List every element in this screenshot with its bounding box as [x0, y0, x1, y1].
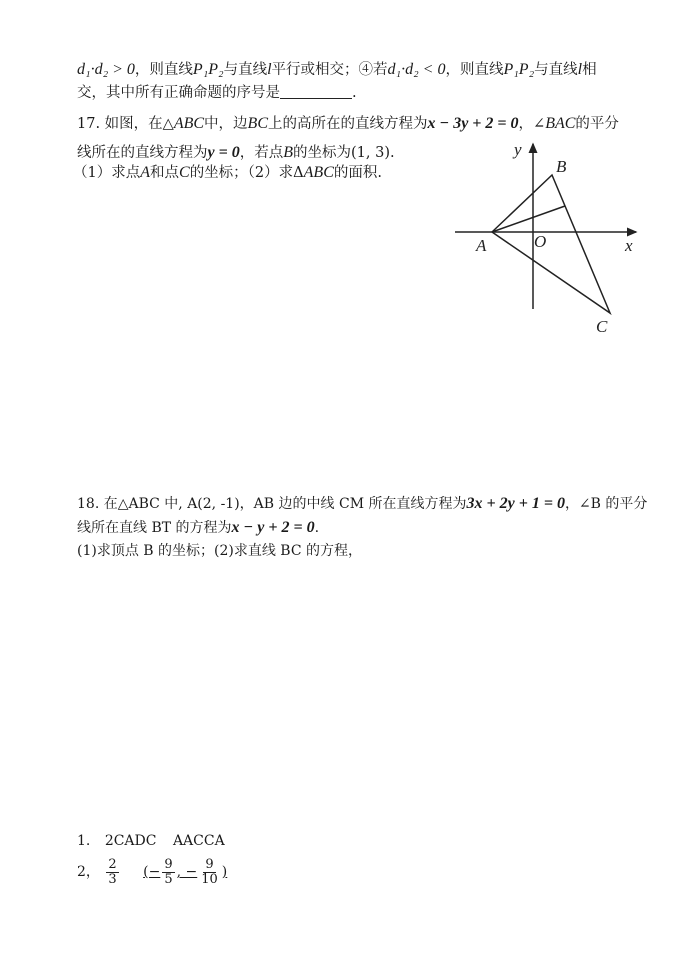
text: 的坐标为(1, 3). — [293, 145, 395, 161]
side-bc: BC — [247, 115, 268, 132]
text: 与直线 — [534, 62, 578, 78]
line-l: l — [577, 61, 583, 78]
text: 17. 如图，在△ — [77, 116, 174, 132]
numerator: 9 — [164, 856, 173, 872]
q18-line-3 — [77, 541, 362, 561]
text: 中，边 — [204, 116, 248, 132]
triangle-abc: ABC — [303, 164, 334, 181]
condition-negative: d₁·d₂ < 0 — [387, 61, 446, 78]
label-y: y — [514, 140, 522, 159]
text: ) — [221, 864, 228, 880]
text: 线所在的直线方程为 — [77, 145, 208, 161]
q18-line-2 — [77, 518, 319, 538]
fraction-9-5 — [162, 858, 174, 887]
answer-row-1 — [77, 831, 225, 851]
q17-line-1 — [77, 114, 619, 134]
triangle-abc: ABC — [173, 115, 205, 132]
text: . — [352, 85, 357, 101]
text: 平行或相交；④若 — [271, 62, 388, 78]
q18-line-1 — [77, 494, 647, 514]
text: 的平分 — [575, 116, 619, 132]
text: 相 — [582, 62, 597, 78]
answer-number: 2， — [77, 864, 100, 880]
line-l: l — [267, 61, 272, 78]
q17-line-2 — [77, 143, 395, 163]
label-x: x — [625, 236, 633, 255]
point-answer — [143, 856, 228, 887]
median-equation: 3x + 2y + 1 = 0 — [466, 495, 565, 512]
altitude-equation: x − 3y + 2 = 0 — [427, 115, 519, 132]
text: ，∠B 的平分 — [564, 496, 648, 512]
text: ，∠ — [518, 116, 546, 132]
bisector-equation: x − y + 2 = 0 — [231, 519, 315, 536]
q17-line-3 — [73, 163, 382, 183]
triangle-abc — [492, 175, 610, 313]
triangle-diagram — [450, 135, 650, 345]
answer-group: AACCA — [172, 833, 225, 849]
text: ，则直线 — [134, 62, 193, 78]
text: 和点 — [150, 165, 180, 181]
label-o: O — [534, 232, 547, 251]
line-p1p2: P₁P₂ — [503, 61, 535, 78]
text: 的坐标；（2）求Δ — [189, 165, 304, 181]
text: 上的高所在的直线方程为 — [268, 116, 428, 132]
point-b: B — [283, 144, 293, 161]
answer-number: 1. — [77, 833, 91, 849]
text: . — [314, 520, 320, 536]
text: 与直线 — [223, 62, 268, 78]
text: (1)求顶点 B 的坐标；(2)求直线 BC 的方程， — [77, 543, 363, 559]
numerator: 2 — [108, 856, 117, 872]
label-c: C — [596, 317, 608, 336]
answer-row-2 — [77, 856, 227, 888]
text: 18. 在△ABC 中, A(2, -1)，AB 边的中线 CM 所在直线方程为 — [77, 496, 467, 512]
text: （1）求点 — [73, 165, 141, 181]
altitude-line — [492, 206, 565, 232]
text: ，若点 — [239, 145, 284, 161]
bisector-equation: y = 0 — [207, 144, 240, 161]
denominator: 10 — [201, 871, 218, 887]
line-p1p2: P₁P₂ — [192, 61, 224, 78]
q16-line-2 — [77, 83, 357, 103]
label-b: B — [556, 157, 567, 176]
angle-bac: BAC — [545, 115, 576, 132]
q16-line-1 — [77, 60, 597, 80]
numerator: 9 — [205, 856, 214, 872]
answer-group: 2CADC — [104, 833, 157, 849]
point-a: A — [140, 164, 151, 181]
text: 的面积. — [333, 165, 382, 181]
point-c: C — [179, 164, 190, 181]
text: 线所在直线 BT 的方程为 — [77, 520, 232, 536]
text: (− — [143, 864, 161, 880]
text: ，则直线 — [445, 62, 504, 78]
fraction-2-3 — [106, 858, 118, 887]
text: 交，其中所有正确命题的序号是 — [77, 85, 280, 101]
condition-positive: d₁·d₂ > 0 — [77, 61, 135, 78]
fraction-9-10 — [199, 858, 220, 887]
denominator: 3 — [108, 871, 117, 887]
text: , − — [176, 864, 198, 880]
answer-blank[interactable] — [280, 84, 352, 99]
label-a: A — [476, 236, 487, 255]
denominator: 5 — [164, 871, 173, 887]
